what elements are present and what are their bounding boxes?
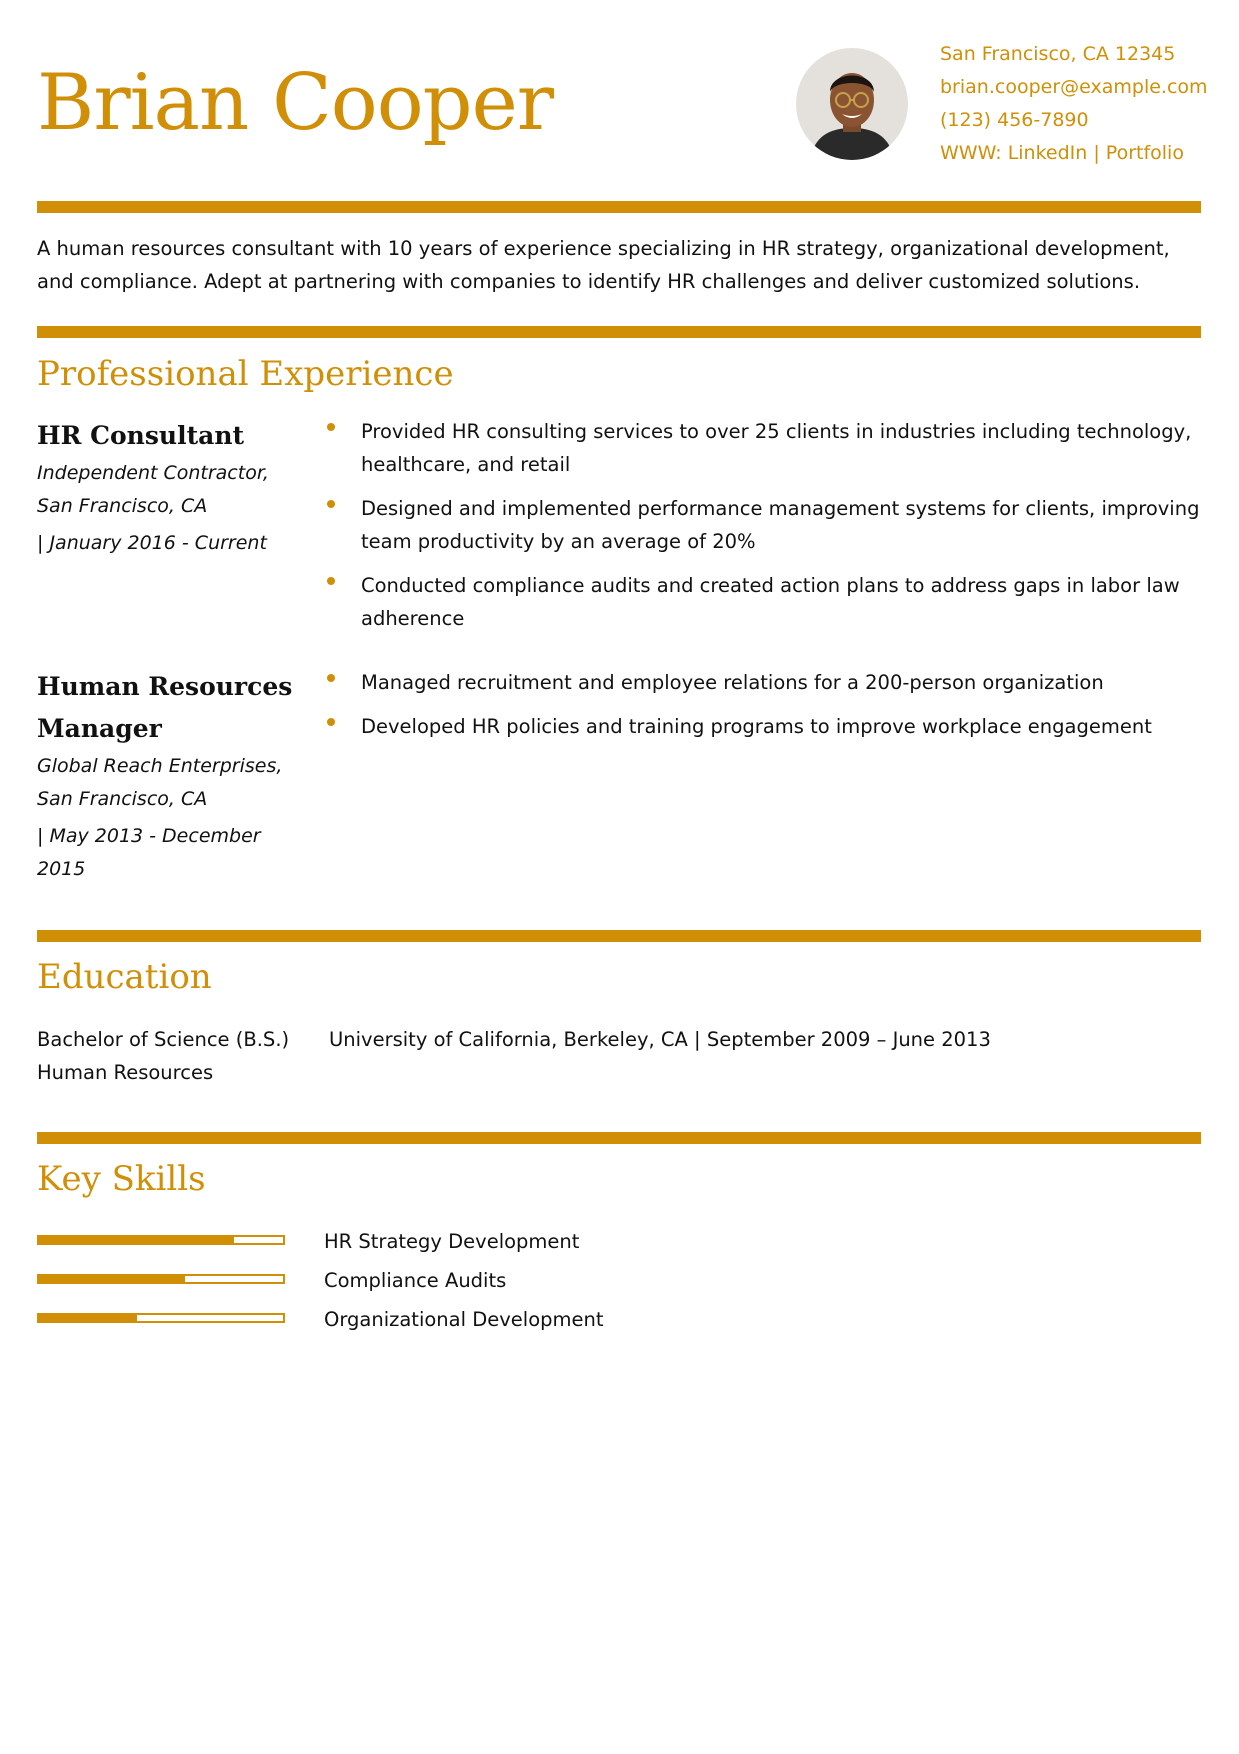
job-dates: | May 2013 - December 2015: [37, 825, 261, 880]
contact-email[interactable]: brian.cooper@example.com: [940, 76, 1208, 98]
bullet-dot-icon: [327, 674, 335, 682]
profile-photo: [796, 48, 908, 160]
skill-row: [37, 1264, 837, 1297]
job-bullets: [327, 666, 1207, 754]
bullet-dot-icon: [327, 423, 335, 431]
contact-location: San Francisco, CA 12345: [940, 43, 1176, 65]
bullet-dot-icon: [327, 500, 335, 508]
contact-phone[interactable]: (123) 456-7890: [940, 109, 1089, 131]
skill-level-bar: [37, 1274, 285, 1284]
divider-experience: [37, 930, 1201, 942]
skills-heading: Key Skills: [37, 1159, 206, 1199]
education-school: University of California, Berkeley, CA | September 2009 – June 2013: [329, 1028, 991, 1051]
job-company: Global Reach Enterprises, San Francisco, CA: [37, 755, 283, 810]
bullet-dot-icon: [327, 577, 335, 585]
skill-label: HR Strategy Development: [324, 1230, 580, 1253]
skill-row: [37, 1225, 837, 1258]
job-info: [37, 666, 297, 886]
divider-header: [37, 201, 1201, 213]
experience-heading: Professional Experience: [37, 354, 454, 394]
contact-web-links[interactable]: WWW: LinkedIn | Portfolio: [940, 142, 1184, 164]
job-title: HR Consultant: [37, 421, 245, 450]
bullet-dot-icon: [327, 718, 335, 726]
job-company: Independent Contractor, San Francisco, CA: [37, 462, 269, 517]
divider-summary: [37, 326, 1201, 338]
professional-summary: A human resources consultant with 10 years of experience specializing in HR strategy, organizational development, and compliance. Adept at partnering with companies to identify HR challenges and deliver customized solutions.: [37, 237, 1170, 293]
job-bullet: Managed recruitment and employee relations for a 200-person organization: [327, 666, 1207, 699]
job-dates: | January 2016 - Current: [37, 532, 267, 554]
job-bullets: [327, 415, 1207, 646]
skill-label: Compliance Audits: [324, 1269, 507, 1292]
education-heading: Education: [37, 957, 212, 997]
skill-level-fill: [39, 1276, 185, 1282]
skill-level-fill: [39, 1315, 137, 1321]
job-bullet: Provided HR consulting services to over 25 clients in industries including technology, healthcare, and retail: [327, 415, 1207, 481]
job-bullet: Designed and implemented performance management systems for clients, improving team productivity by an average of 20%: [327, 492, 1207, 558]
skill-level-bar: [37, 1313, 285, 1323]
job-info: [37, 415, 297, 560]
candidate-name: Brian Cooper: [37, 58, 554, 148]
skill-label: Organizational Development: [324, 1308, 604, 1331]
skill-row: [37, 1303, 837, 1336]
job-bullet: Conducted compliance audits and created action plans to address gaps in labor law adherence: [327, 569, 1207, 635]
divider-education: [37, 1132, 1201, 1144]
job-title: Human Resources Manager: [37, 672, 293, 743]
contact-block: [940, 38, 1208, 170]
skill-level-fill: [39, 1237, 234, 1243]
education-degree: Bachelor of Science (B.S.) Human Resources: [37, 1028, 290, 1084]
job-bullet: Developed HR policies and training programs to improve workplace engagement: [327, 710, 1207, 743]
skill-level-bar: [37, 1235, 285, 1245]
